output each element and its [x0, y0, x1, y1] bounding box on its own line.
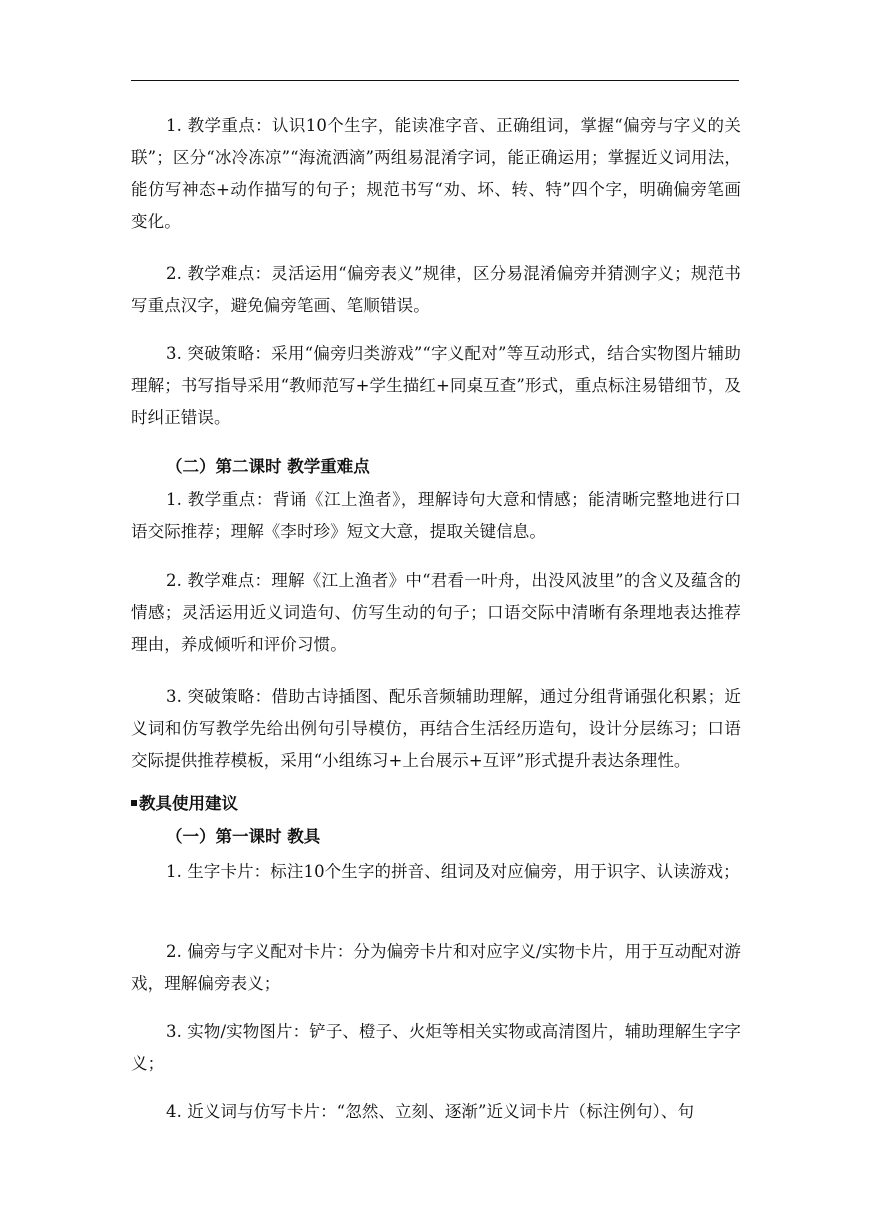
tools-lesson1-heading: （一）第一课时 教具	[166, 827, 321, 846]
square-bullet-icon	[131, 800, 137, 806]
tool-item: 2. 偏旁与字义配对卡片：分为偏旁卡片和对应字义/实物卡片，用于互动配对游戏，理解偏旁表义；	[131, 942, 741, 993]
tool-item: 3. 实物/实物图片：铲子、橙子、火炬等相关实物或高清图片，辅助理解生字字义；	[131, 1022, 741, 1073]
tools-section-title	[131, 788, 238, 820]
key-points-paragraph: 1. 教学重点：认识10个生字，能读准字音、正确组词，掌握“偏旁与字义的关联”；区分“冰冷冻凉”“海流洒滴”两组易混淆字词，能正确运用；掌握近义词用法，能仿写神态+动作描写的句子；规范书写“劝、坏、转、特”四个字，明确偏旁笔画变化。	[131, 116, 741, 231]
tool-item: 4. 近义词与仿写卡片：“忽然、立刻、逐渐”近义词卡片（标注例句）、句	[166, 1102, 695, 1121]
header-rule	[131, 80, 739, 81]
tools-section-title-text: 教具使用建议	[139, 794, 238, 813]
lesson2-heading: （二）第二课时 教学重难点	[166, 457, 370, 476]
lesson2-difficulties: 2. 教学难点：理解《江上渔者》中“君看一叶舟，出没风波里”的含义及蕴含的情感；灵活运用近义词造句、仿写生动的句子；口语交际中清晰有条理地表达推荐理由，养成倾听和评价习惯。	[131, 571, 741, 654]
tool-item: 1. 生字卡片：标注10个生字的拼音、组词及对应偏旁，用于识字、认读游戏；	[166, 862, 740, 881]
lesson2-key-points: 1. 教学重点：背诵《江上渔者》，理解诗句大意和情感；能清晰完整地进行口语交际推荐；理解《李时珍》短文大意，提取关键信息。	[131, 490, 741, 541]
lesson2-strategy: 3. 突破策略：借助古诗插图、配乐音频辅助理解，通过分组背诵强化积累；近义词和仿写教学先给出例句引导模仿，再结合生活经历造句，设计分层练习；口语交际提供推荐模板，采用“小组练习+上台展示+互评”形式提升表达条理性。	[131, 687, 741, 770]
strategy-paragraph: 3. 突破策略：采用“偏旁归类游戏”“字义配对”等互动形式，结合实物图片辅助理解；书写指导采用“教师范写+学生描红+同桌互查”形式，重点标注易错细节，及时纠正错误。	[131, 344, 741, 427]
difficulties-paragraph: 2. 教学难点：灵活运用“偏旁表义”规律，区分易混淆偏旁并猜测字义；规范书写重点汉字，避免偏旁笔画、笔顺错误。	[131, 264, 741, 315]
